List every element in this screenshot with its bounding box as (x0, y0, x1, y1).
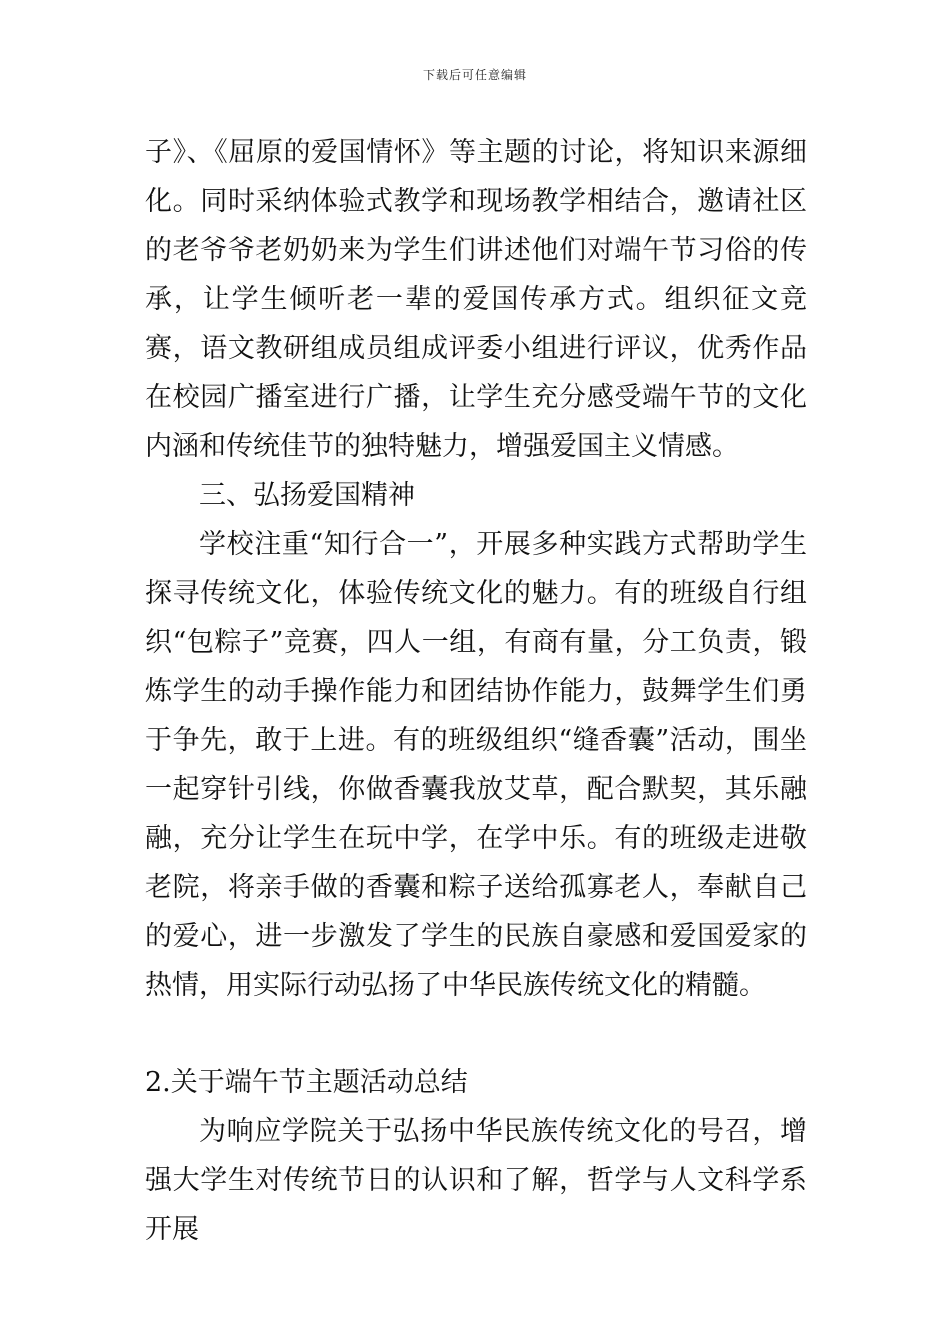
paragraph-activity-summary: 为响应学院关于弘扬中华民族传统文化的号召，增强大学生对传统节日的认识和了解，哲学与人文科学系开展 (145, 1116, 807, 1245)
header-note: 下载后可任意编辑 (422, 68, 527, 82)
section-title-3: 三、弘扬爱国精神 (199, 480, 415, 511)
item-heading-2: 2.关于端午节主题活动总结 (145, 1067, 468, 1098)
paragraph-continuation: 子》、《屈原的爱国情怀》等主题的讨论，将知识来源细化。同时采纳体验式教学和现场教学相结合，邀请社区的老爷爷老奶奶来为学生们讲述他们对端午节习俗的传承，让学生倾听老一辈的爱国传承方式。组织征文竞赛，语文教研组成员组成评委小组进行评议，优秀作品在校园广播室进行广播，让学生充分感受端午节的文化内涵和传统佳节的独特魅力，增强爱国主义情感。 (145, 137, 807, 462)
paragraph-patriotic-spirit: 学校注重“知行合一”，开展多种实践方式帮助学生探寻传统文化，体验传统文化的魅力。有的班级自行组织“包粽子”竞赛，四人一组，有商有量，分工负责，锻炼学生的动手操作能力和团结协作能力，鼓舞学生们勇于争先，敢于上进。有的班级组织“缝香囊”活动，围坐一起穿针引线，你做香囊我放艾草，配合默契，其乐融融，充分让学生在玩中学，在学中乐。有的班级走进敬老院，将亲手做的香囊和粽子送给孤寡老人，奉献自己的爱心，进一步激发了学生的民族自豪感和爱国爱家的热情，用实际行动弘扬了中华民族传统文化的精髓。 (145, 529, 807, 1001)
document-body (145, 128, 807, 1254)
